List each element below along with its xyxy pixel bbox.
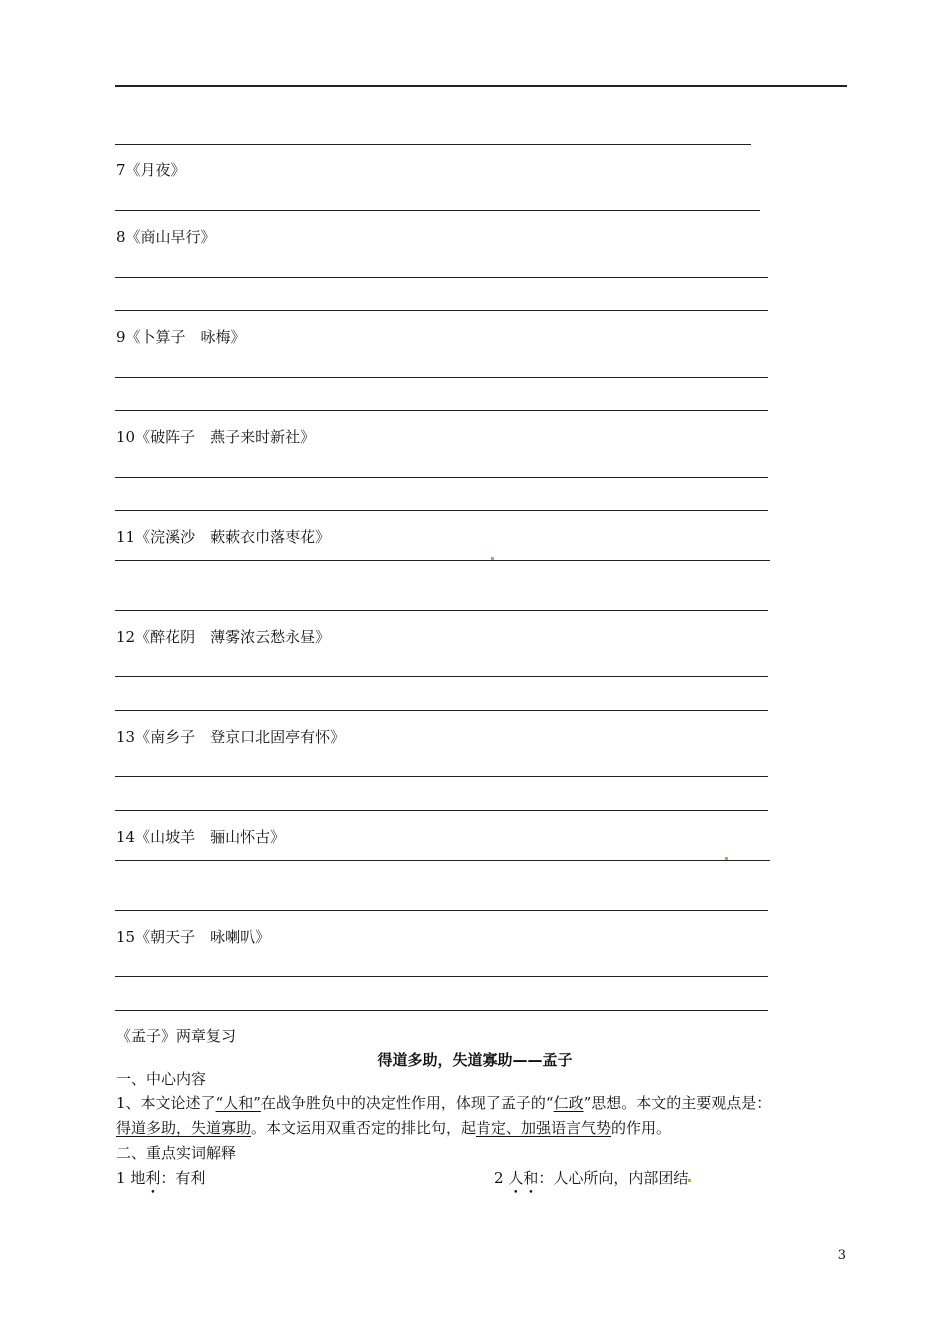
item-11-label: 11《浣溪沙 蔌蔌衣巾落枣花》	[116, 528, 331, 546]
item-14-label: 14《山坡羊 骊山怀古》	[116, 828, 286, 846]
key-phrase: 仁政	[553, 1094, 584, 1112]
answer-line	[115, 610, 768, 611]
key-phrase: “人和”	[215, 1094, 261, 1112]
central-content-line-2: 得道多助，失道寡助。本文运用双重否定的排比句，起肯定、加强语言气势的作用。	[116, 1119, 672, 1137]
answer-line	[115, 910, 768, 911]
speck-mark	[725, 857, 728, 860]
answer-line	[115, 144, 751, 145]
item-9-label: 9《卜算子 咏梅》	[116, 328, 246, 346]
answer-line	[115, 510, 768, 511]
key-phrase: 肯定、加强语言气势	[476, 1119, 612, 1137]
page-number: 3	[837, 1248, 846, 1263]
item-7-label: 7《月夜》	[116, 161, 186, 179]
answer-line	[115, 676, 768, 677]
speck-mark	[491, 557, 494, 560]
central-content-line-1: 1、本文论述了“人和”在战争胜负中的决定性作用，体现了孟子的“仁政”思想。本文的主要观点是：	[116, 1094, 772, 1112]
answer-line	[115, 560, 770, 561]
section-2-heading: 二、重点实词解释	[116, 1144, 237, 1162]
answer-line	[115, 477, 768, 478]
answer-line	[115, 277, 768, 278]
answer-line	[115, 310, 768, 311]
answer-line	[115, 710, 768, 711]
item-13-label: 13《南乡子 登京口北固亭有怀》	[116, 728, 346, 746]
item-8-label: 8《商山早行》	[116, 228, 216, 246]
review-title: 得道多助，失道寡助——孟子	[377, 1051, 573, 1069]
item-10-label: 10《破阵子 燕子来时新社》	[116, 428, 316, 446]
vocab-item-1: 1 地利：有利	[116, 1169, 206, 1187]
key-phrase: 得道多助，失道寡助	[116, 1119, 252, 1137]
item-15-label: 15《朝天子 咏喇叭》	[116, 928, 271, 946]
answer-line	[115, 1010, 768, 1011]
answer-line	[115, 976, 768, 977]
answer-line	[115, 776, 768, 777]
vocab-item-2: 2 人和：人心所向，内部团结	[494, 1169, 689, 1187]
answer-line	[115, 377, 768, 378]
section-1-heading: 一、中心内容	[116, 1070, 207, 1088]
answer-line	[115, 410, 768, 411]
answer-line	[115, 810, 768, 811]
speck-mark	[688, 1179, 691, 1182]
top-rule	[115, 85, 847, 87]
item-12-label: 12《醉花阴 薄雾浓云愁永昼》	[116, 628, 331, 646]
answer-line	[115, 210, 760, 211]
review-heading: 《孟子》两章复习	[116, 1027, 237, 1045]
answer-line	[115, 860, 770, 861]
